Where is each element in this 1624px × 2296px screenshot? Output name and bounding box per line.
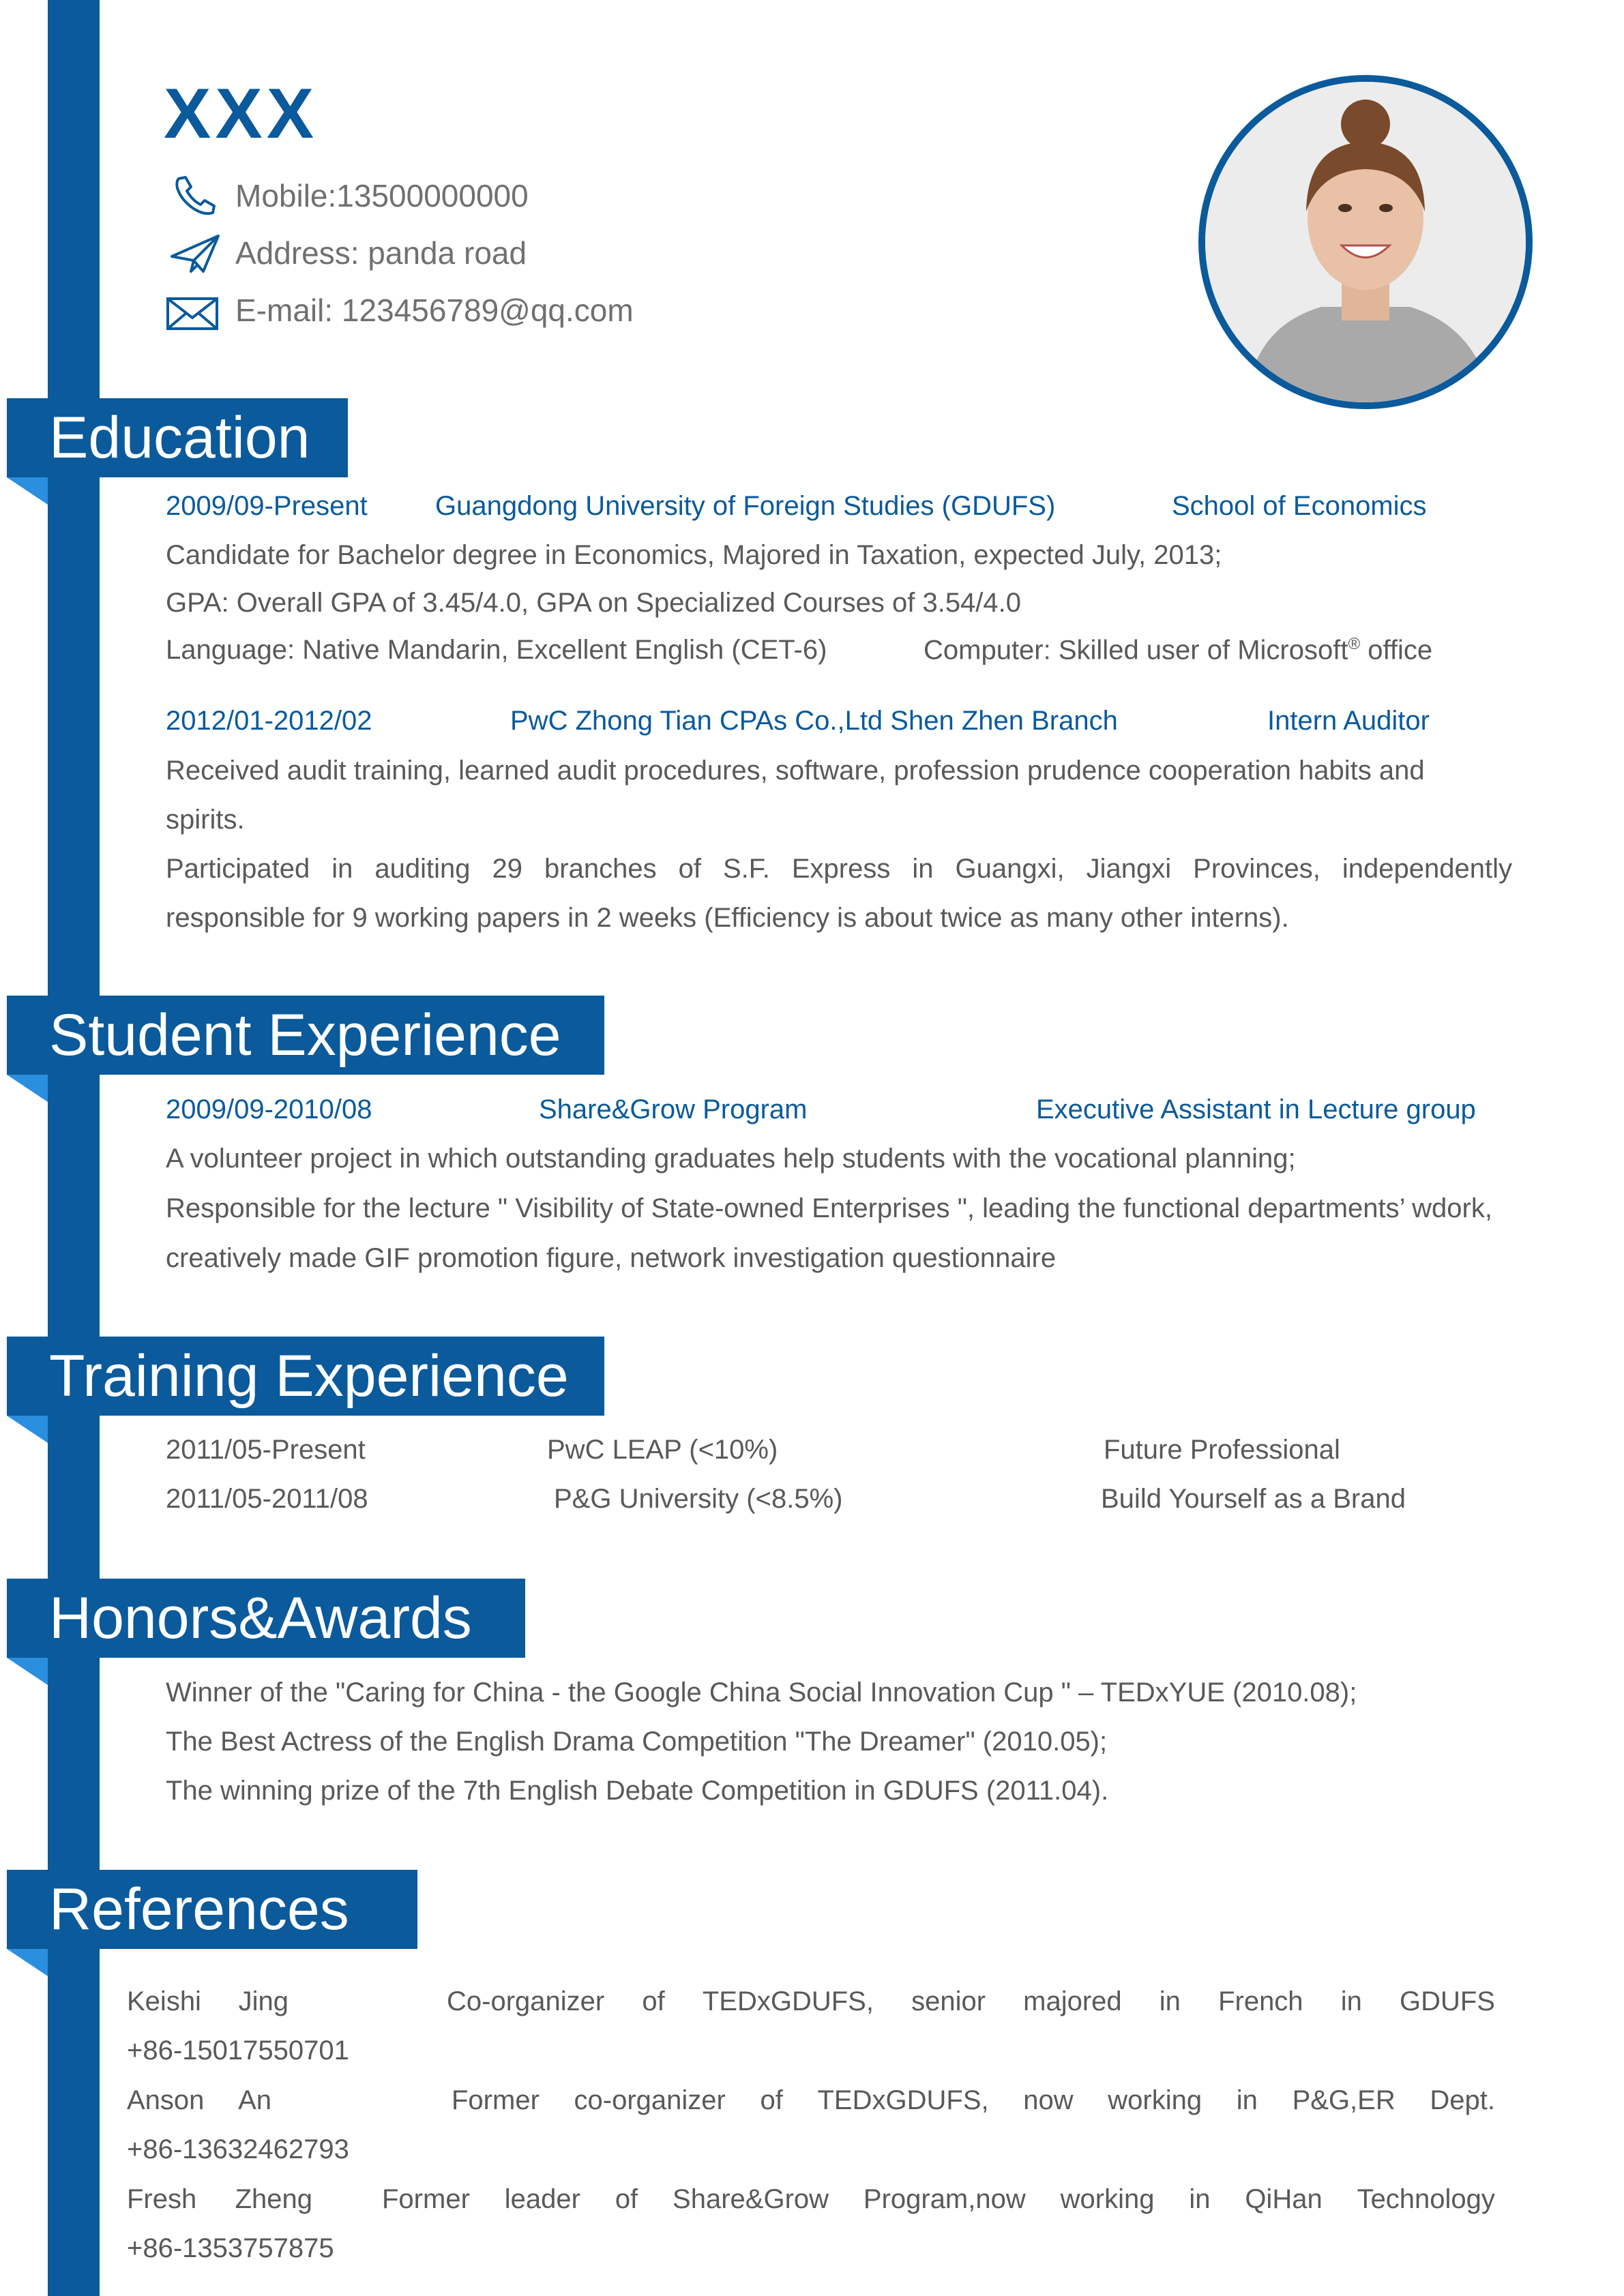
section-tab-marker — [7, 1658, 48, 1685]
training-title: Build Yourself as a Brand — [1101, 1484, 1406, 1514]
section-tab-marker — [7, 1416, 48, 1443]
intern-desc-line: Participated in auditing 29 branches of S.F. Express in Guangxi, Jiangxi Provinces, independently — [166, 854, 1512, 884]
ref-word: QiHan — [1245, 2184, 1323, 2214]
ref-word: French — [1218, 1986, 1303, 2016]
intern-date: 2012/01-2012/02 — [166, 706, 372, 736]
reference-phone: +86-1353757875 — [127, 2233, 334, 2263]
section-header-training-experience — [7, 1337, 604, 1416]
section-title: References — [49, 1877, 349, 1942]
ref-word: Former — [452, 2085, 540, 2115]
paper-plane-icon — [168, 233, 222, 274]
reference-first-name: Fresh — [127, 2184, 197, 2214]
ref-word: leader — [504, 2184, 580, 2214]
honor-item: Winner of the "Caring for China - the Google China Social Innovation Cup " – TEDxYUE (2010.08); — [166, 1678, 1357, 1708]
student-date: 2009/09-2010/08 — [166, 1094, 372, 1124]
section-tab-marker — [7, 477, 48, 505]
reference-first-name: Keishi — [127, 1986, 201, 2016]
edu-computer-suffix: office — [1360, 635, 1433, 666]
training-date: 2011/05-2011/08 — [166, 1484, 368, 1514]
edu-degree-line: Candidate for Bachelor degree in Economics, Majored in Taxation, expected July, 2013; — [166, 540, 1222, 570]
reference-description — [452, 2085, 1495, 2116]
reference-last-name: An — [238, 2085, 271, 2115]
ref-word: of — [760, 2085, 783, 2115]
registered-mark: ® — [1348, 635, 1361, 653]
reference-last-name: Zheng — [235, 2184, 312, 2214]
reference-first-name: Anson — [127, 2085, 205, 2115]
section-header-honors-awards — [7, 1579, 525, 1658]
ref-word: Co-organizer — [447, 1986, 605, 2016]
section-title: Education — [49, 405, 310, 471]
ref-word: Program,now — [863, 2184, 1026, 2214]
candidate-name: XXX — [164, 74, 319, 153]
profile-photo — [1198, 75, 1533, 409]
ref-word: senior — [911, 1986, 986, 2016]
intern-role: Intern Auditor — [1267, 706, 1430, 736]
ref-word: of — [642, 1986, 665, 2016]
intern-desc-line: responsible for 9 working papers in 2 weeks (Efficiency is about twice as many other interns). — [166, 903, 1289, 933]
student-desc-line: Responsible for the lecture " Visibility of State-owned Enterprises ", leading the functional departments’ wdork, — [166, 1193, 1492, 1223]
left-accent-bar — [48, 0, 100, 2296]
intern-company: PwC Zhong Tian CPAs Co.,Ltd Shen Zhen Branch — [510, 706, 1118, 736]
intern-desc-line: Received audit training, learned audit procedures, software, profession prudence cooperation habits and — [166, 756, 1425, 786]
section-title: Honors&Awards — [49, 1585, 472, 1651]
section-header-references — [7, 1870, 417, 1949]
reference-phone: +86-13632462793 — [127, 2134, 349, 2164]
ref-word: in — [1236, 2085, 1258, 2115]
reference-name — [127, 2085, 271, 2116]
edu-computer-text: Computer: Skilled user of Microsoft — [924, 635, 1348, 666]
ref-word: Share&Grow — [673, 2184, 829, 2214]
ref-word: now — [1023, 2085, 1074, 2115]
ref-word: TEDxGDUFS, — [817, 2085, 989, 2115]
training-program: PwC LEAP (<10%) — [547, 1435, 778, 1465]
student-role: Executive Assistant in Lecture group — [1036, 1094, 1476, 1124]
training-program: P&G University (<8.5%) — [554, 1484, 843, 1514]
student-desc-line: A volunteer project in which outstanding graduates help students with the vocational planning; — [166, 1144, 1296, 1174]
reference-description — [447, 1986, 1495, 2017]
mail-icon — [165, 293, 220, 334]
ref-word: Dept. — [1430, 2085, 1495, 2115]
edu-computer — [924, 635, 1432, 666]
section-header-student-experience — [7, 996, 604, 1075]
ref-word: TEDxGDUFS, — [702, 1986, 874, 2016]
ref-word: working — [1060, 2184, 1155, 2214]
phone-icon — [169, 175, 224, 215]
section-title: Student Experience — [49, 1002, 561, 1068]
edu-school: Guangdong University of Foreign Studies (GDUFS) — [435, 491, 1056, 521]
section-tab-marker — [7, 1949, 48, 1976]
reference-name — [127, 1986, 289, 2017]
edu-gpa-line: GPA: Overall GPA of 3.45/4.0, GPA on Specialized Courses of 3.54/4.0 — [166, 588, 1022, 618]
ref-word: in — [1159, 1986, 1181, 2016]
honor-item: The winning prize of the 7th English Debate Competition in GDUFS (2011.04). — [166, 1776, 1109, 1806]
reference-description — [382, 2184, 1495, 2215]
address-text: Address: panda road — [235, 235, 527, 271]
honor-item: The Best Actress of the English Drama Competition "The Dreamer" (2010.05); — [166, 1727, 1108, 1757]
ref-word: Former — [382, 2184, 470, 2214]
ref-word: co-organizer — [574, 2085, 726, 2115]
edu-date: 2009/09-Present — [166, 491, 368, 521]
section-title: Training Experience — [49, 1343, 569, 1409]
edu-department: School of Economics — [1172, 491, 1427, 521]
training-date: 2011/05-Present — [166, 1435, 366, 1465]
ref-word: working — [1108, 2085, 1202, 2115]
section-header-education — [7, 398, 348, 477]
reference-name — [127, 2184, 312, 2215]
section-tab-marker — [7, 1075, 48, 1102]
ref-word: Technology — [1357, 2184, 1495, 2214]
ref-word: of — [615, 2184, 638, 2214]
ref-word: in — [1189, 2184, 1211, 2214]
email-text: E-mail: 123456789@qq.com — [235, 293, 634, 328]
ref-word: majored — [1023, 1986, 1122, 2016]
student-desc-line: creatively made GIF promotion figure, network investigation questionnaire — [166, 1243, 1057, 1273]
ref-word: in — [1340, 1986, 1362, 2016]
edu-language: Language: Native Mandarin, Excellent English (CET-6) — [166, 635, 827, 665]
training-title: Future Professional — [1104, 1435, 1340, 1465]
reference-last-name: Jing — [238, 1986, 289, 2016]
reference-phone: +86-15017550701 — [127, 2036, 349, 2066]
intern-desc-line: spirits. — [166, 805, 245, 835]
mobile-text: Mobile:13500000000 — [235, 178, 529, 213]
student-program: Share&Grow Program — [539, 1094, 808, 1124]
ref-word: GDUFS — [1399, 1986, 1495, 2016]
ref-word: P&G,ER — [1292, 2085, 1396, 2115]
